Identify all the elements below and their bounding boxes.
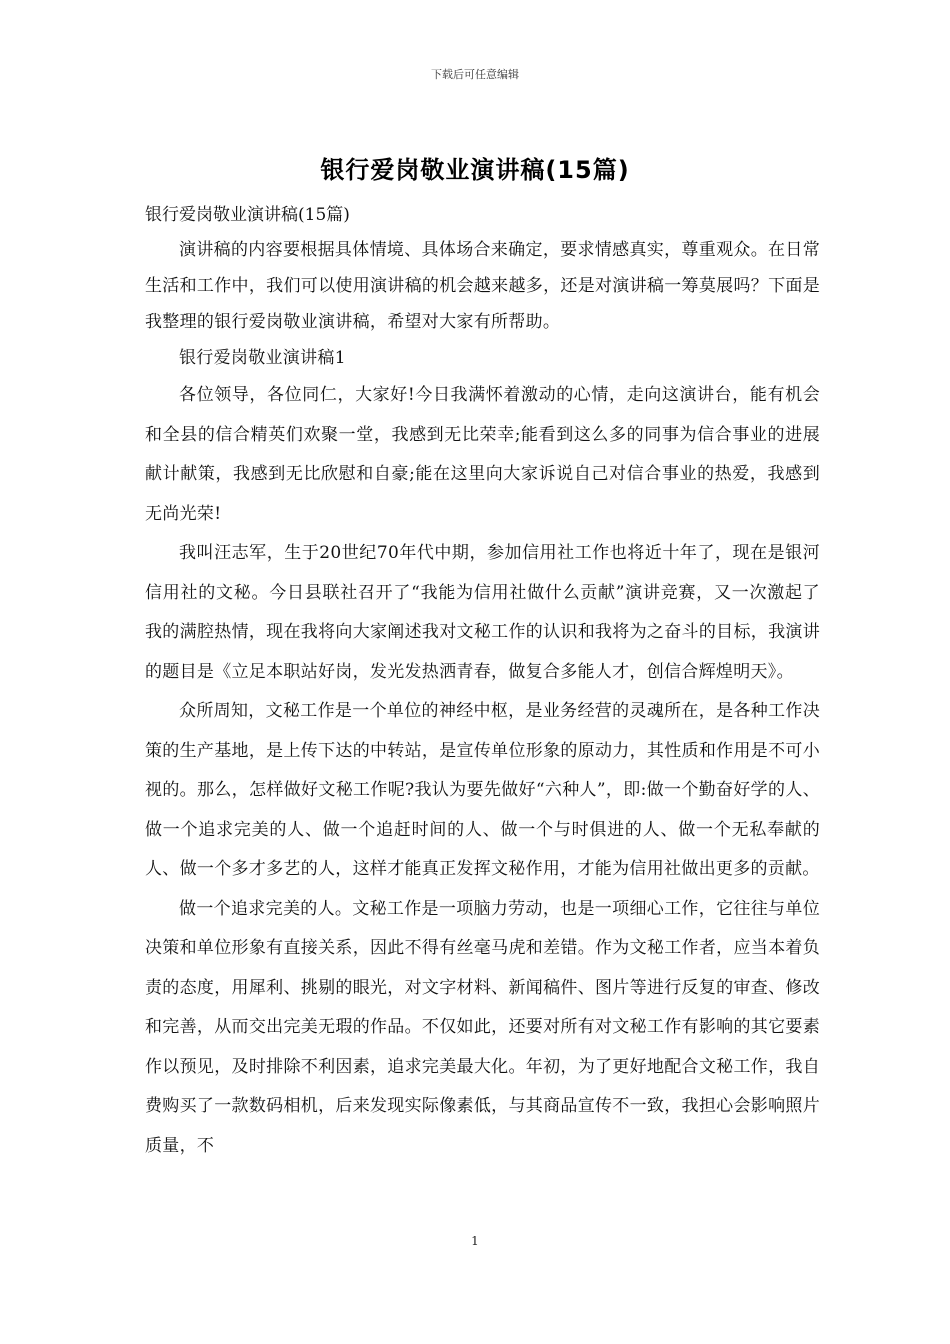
document-title: 银行爱岗敬业演讲稿(15篇): [320, 156, 630, 184]
role-paragraph: 众所周知，文秘工作是一个单位的神经中枢，是业务经营的灵魂所在，是各种工作决策的生产基地，是上传下达的中转站，是宣传单位形象的原动力，其性质和作用是不可小视的。那么，怎样做好文秘工作呢?我认为要先做好“六种人”，即:做一个勤奋好学的人、做一个追求完美的人、做一个追赶时间的人、做一个与时俱进的人、做一个无私奉献的人、做一个多才多艺的人，这样才能真正发挥文秘作用，才能为信用社做出更多的贡献。: [145, 701, 820, 879]
page-header-note: 下载后可任意编辑: [431, 68, 519, 81]
page-number: 1: [471, 1234, 479, 1248]
section-heading: 银行爱岗敬业演讲稿1: [179, 348, 346, 368]
greeting-paragraph: 各位领导，各位同仁，大家好!今日我满怀着激动的心情，走向这演讲台，能有机会和全县的信合精英们欢聚一堂，我感到无比荣幸;能看到这么多的同事为信合事业的进展献计献策，我感到无比欣慰和自豪;能在这里向大家诉说自己对信合事业的热爱，我感到无尚光荣!: [145, 385, 820, 524]
intro-paragraph: 演讲稿的内容要根据具体情境、具体场合来确定，要求情感真实，尊重观众。在日常生活和工作中，我们可以使用演讲稿的机会越来越多，还是对演讲稿一筹莫展吗？下面是我整理的银行爱岗敬业演讲稿，希望对大家有所帮助。: [145, 240, 820, 332]
self-intro-paragraph: 我叫汪志军，生于20世纪70年代中期，参加信用社工作也将近十年了，现在是银河信用社的文秘。今日县联社召开了“我能为信用社做什么贡献”演讲竞赛，又一次激起了我的满腔热情，现在我将向大家阐述我对文秘工作的认识和我将为之奋斗的目标，我演讲的题目是《立足本职站好岗，发光发热洒青春，做复合多能人才，创信合辉煌明天》。: [145, 543, 820, 682]
perfection-paragraph: 做一个追求完美的人。文秘工作是一项脑力劳动，也是一项细心工作，它往往与单位决策和单位形象有直接关系，因此不得有丝毫马虎和差错。作为文秘工作者，应当本着负责的态度，用犀利、挑剔的眼光，对文字材料、新闻稿件、图片等进行反复的审查、修改和完善，从而交出完美无瑕的作品。不仅如此，还要对所有对文秘工作有影响的其它要素作以预见，及时排除不利因素，追求完美最大化。年初，为了更好地配合文秘工作，我自费购买了一款数码相机，后来发现实际像素低，与其商品宣传不一致，我担心会影响照片质量，不: [145, 898, 820, 1156]
document-body: [145, 198, 820, 1166]
document-subtitle: 银行爱岗敬业演讲稿(15篇): [145, 205, 350, 225]
